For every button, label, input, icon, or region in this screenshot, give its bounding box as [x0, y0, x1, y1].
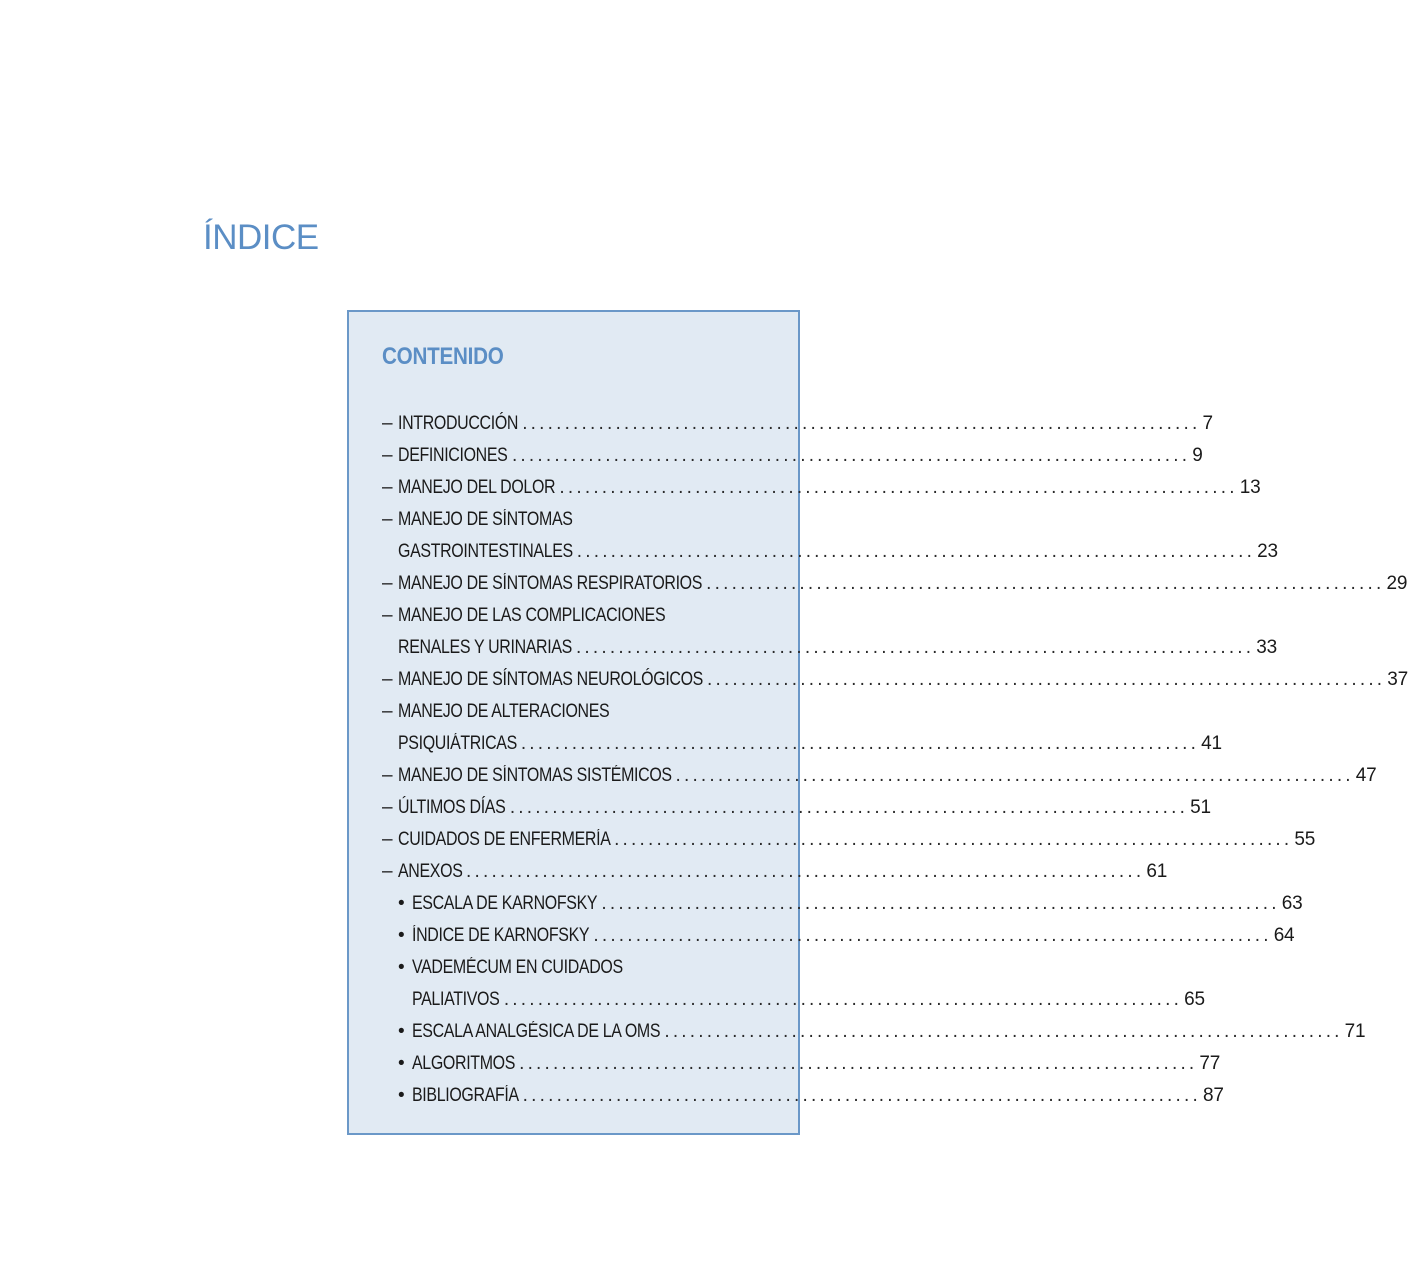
dash-marker: – [382, 861, 393, 882]
dot-leader: ................................................................................ [576, 541, 1256, 562]
dash-marker: – [382, 573, 393, 594]
toc-entry[interactable] [382, 600, 764, 632]
bullet-marker: • [398, 893, 405, 914]
dash-marker: – [382, 797, 393, 818]
toc-entry-page-number: 51 [1190, 797, 1211, 818]
dot-leader: ................................................................................ [559, 477, 1238, 498]
toc-entry[interactable] [382, 440, 1203, 472]
dot-leader: ................................................................................ [664, 1021, 1343, 1042]
toc-entry-page-number: 61 [1146, 861, 1168, 882]
toc-entry-page-number: 64 [1273, 925, 1295, 946]
toc-entry[interactable] [382, 664, 1408, 696]
dot-leader: ................................................................................ [522, 413, 1201, 434]
toc-entry-page-number: 33 [1256, 637, 1277, 658]
toc-entry-page-number: 71 [1344, 1021, 1366, 1042]
toc-entry-label: ALGORITMOS [412, 1053, 516, 1074]
toc-entry-label: MANEJO DE SÍNTOMAS [398, 509, 573, 530]
toc-entry-page-number: 37 [1387, 669, 1408, 690]
toc-entry[interactable] [382, 504, 764, 536]
bullet-marker: • [398, 1053, 405, 1074]
dash-marker: – [382, 605, 393, 626]
toc-entry-page-number: 23 [1257, 541, 1278, 562]
toc-entry-label: CUIDADOS DE ENFERMERÍA [398, 829, 611, 850]
toc-entry-label: DEFINICIONES [398, 445, 508, 466]
toc-entry-label: ÍNDICE DE KARNOFSKY [412, 925, 590, 946]
bullet-marker: • [398, 1021, 405, 1042]
dot-leader: ................................................................................ [614, 829, 1293, 850]
dash-marker: – [382, 445, 393, 466]
toc-entry-page-number: 47 [1355, 765, 1377, 786]
dot-leader: ................................................................................ [601, 893, 1280, 914]
dash-marker: – [382, 477, 393, 498]
table-of-contents-box [347, 310, 1408, 1135]
toc-entry-label: ESCALA DE KARNOFSKY [412, 893, 598, 914]
toc-entry[interactable] [382, 568, 1408, 600]
toc-entry-label: MANEJO DEL DOLOR [398, 477, 556, 498]
toc-entry[interactable] [382, 728, 1222, 760]
dot-leader: ................................................................................ [593, 925, 1272, 946]
toc-entry-label: BIBLIOGRAFÍA [412, 1085, 519, 1106]
toc-entry-label: PSIQUIÁTRICAS [398, 733, 517, 754]
toc-entry[interactable] [382, 824, 1316, 856]
dot-leader: ................................................................................ [522, 1085, 1201, 1106]
contents-heading: CONTENIDO [382, 343, 504, 370]
page-title: ÍNDICE [203, 218, 319, 257]
toc-entry[interactable] [382, 856, 1168, 888]
dot-leader: ................................................................................ [511, 445, 1191, 466]
toc-entry-page-number: 13 [1239, 477, 1261, 498]
toc-entry[interactable] [382, 632, 1277, 664]
toc-entry-page-number: 41 [1201, 733, 1222, 754]
bullet-marker: • [398, 957, 405, 978]
bullet-marker: • [398, 1085, 405, 1106]
dot-leader: ................................................................................ [575, 637, 1255, 658]
dash-marker: – [382, 413, 393, 434]
dot-leader: ................................................................................ [706, 669, 1386, 690]
toc-entry-page-number: 55 [1294, 829, 1316, 850]
dot-leader: ................................................................................ [466, 861, 1145, 882]
toc-entry[interactable] [382, 408, 1213, 440]
toc-entry-page-number: 29 [1386, 573, 1408, 594]
toc-entry-page-number: 65 [1184, 989, 1205, 1010]
toc-entry[interactable] [382, 952, 764, 984]
toc-entry[interactable] [382, 920, 1295, 952]
toc-entry-page-number: 87 [1202, 1085, 1224, 1106]
toc-entry-label: VADEMÉCUM EN CUIDADOS [412, 957, 623, 978]
toc-entry-label: PALIATIVOS [412, 989, 500, 1010]
toc-entry-label: ESCALA ANALGÉSICA DE LA OMS [412, 1021, 661, 1042]
dash-marker: – [382, 669, 393, 690]
toc-entry-label: MANEJO DE SÍNTOMAS SISTÉMICOS [398, 765, 672, 786]
toc-entry[interactable] [382, 760, 1377, 792]
dot-leader: ................................................................................ [503, 989, 1183, 1010]
toc-entry-page-number: 7 [1202, 413, 1213, 434]
dash-marker: – [382, 765, 393, 786]
dash-marker: – [382, 509, 393, 530]
dot-leader: ................................................................................ [675, 765, 1354, 786]
toc-entry-page-number: 9 [1192, 445, 1203, 466]
toc-entry-label: RENALES Y URINARIAS [398, 637, 572, 658]
toc-entry-label: ANEXOS [398, 861, 463, 882]
dot-leader: ................................................................................ [706, 573, 1385, 594]
toc-entry-label: MANEJO DE SÍNTOMAS RESPIRATORIOS [398, 573, 703, 594]
toc-entry[interactable] [382, 1080, 1224, 1112]
bullet-marker: • [398, 925, 405, 946]
toc-entry-label: INTRODUCCIÓN [398, 413, 519, 434]
toc-entry[interactable] [382, 792, 1211, 824]
dash-marker: – [382, 701, 393, 722]
toc-entry-label: ÚLTIMOS DÍAS [398, 797, 506, 818]
dot-leader: ................................................................................ [509, 797, 1189, 818]
toc-entry[interactable] [382, 984, 1205, 1016]
toc-entry[interactable] [382, 472, 1261, 504]
toc-entry-label: MANEJO DE SÍNTOMAS NEUROLÓGICOS [398, 669, 703, 690]
dot-leader: ................................................................................ [520, 733, 1200, 754]
toc-entry-label: MANEJO DE LAS COMPLICACIONES [398, 605, 666, 626]
toc-entry[interactable] [382, 888, 1303, 920]
toc-entry[interactable] [382, 536, 1278, 568]
toc-entry-page-number: 63 [1281, 893, 1303, 914]
toc-entry[interactable] [382, 1048, 1221, 1080]
toc-entry[interactable] [382, 1016, 1366, 1048]
toc-entry-page-number: 77 [1199, 1053, 1221, 1074]
dot-leader: ................................................................................ [519, 1053, 1198, 1074]
dash-marker: – [382, 829, 393, 850]
toc-entry-label: MANEJO DE ALTERACIONES [398, 701, 610, 722]
toc-entry[interactable] [382, 696, 764, 728]
toc-entry-label: GASTROINTESTINALES [398, 541, 573, 562]
toc-list [382, 408, 1408, 1112]
